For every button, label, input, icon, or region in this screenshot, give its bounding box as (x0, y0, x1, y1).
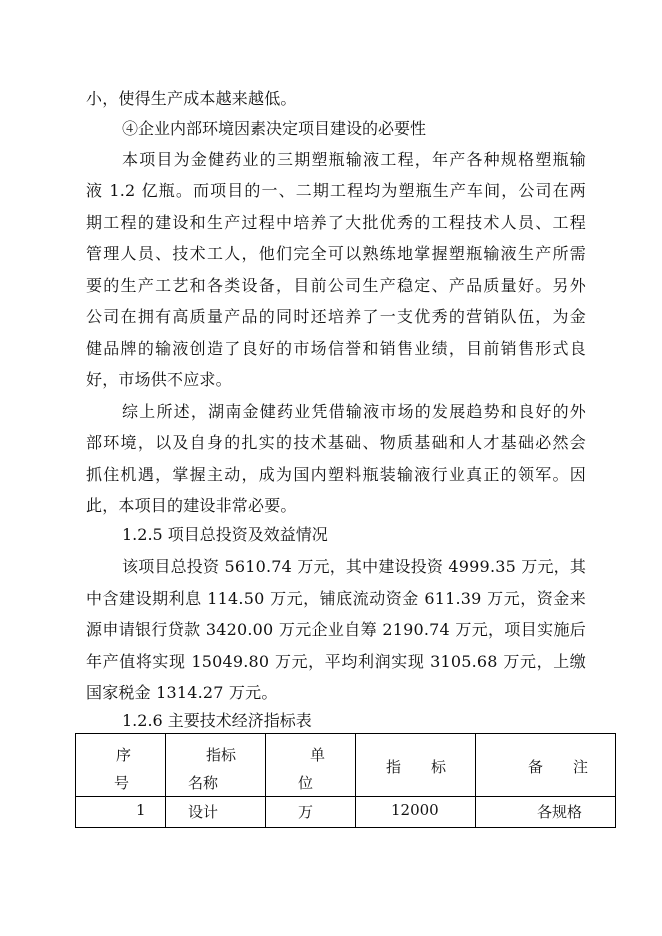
header-remark: 备 注 (476, 734, 616, 797)
text-line: 国家税金 1314.27 万元。 (86, 683, 278, 702)
text-line: 健品牌的输液创造了良好的市场信誉和销售业绩，目前销售形式良 (86, 339, 586, 358)
cell-remark: 各规格 (476, 797, 616, 828)
indicators-table (75, 733, 616, 828)
section-heading-internal-factors: ④企业内部环境因素决定项目建设的必要性 (122, 119, 427, 138)
text-line: 本项目为金健药业的三期塑瓶输液工程，年产各种规格塑瓶输 (122, 150, 586, 169)
text-line: 该项目总投资 5610.74 万元，其中建设投资 4999.35 万元，其 (122, 557, 587, 576)
text-line: 小，使得生产成本越来越低。 (86, 89, 297, 108)
table-header-row (76, 734, 616, 797)
text-line: 部环境，以及自身的扎实的技术基础、物质基础和人才基础必然会 (86, 433, 586, 452)
cell-name: 设计 (166, 797, 266, 828)
text-line: 好，市场供不应求。 (86, 370, 232, 389)
header-indicator: 指 标 (356, 734, 476, 797)
text-line: 公司在拥有高质量产品的同时还培养了一支优秀的营销队伍，为金 (86, 307, 586, 326)
section-heading-investment: 1.2.5 项目总投资及效益情况 (122, 525, 328, 544)
text-line: 中含建设期利息 114.50 万元，铺底流动资金 611.39 万元，资金来 (86, 589, 586, 608)
text-line: 综上所述，湖南金健药业凭借输液市场的发展趋势和良好的外 (122, 402, 586, 421)
section-heading-indicators: 1.2.6 主要技术经济指标表 (122, 711, 312, 730)
text-line: 管理人员、技术工人，他们完全可以熟练地掌握塑瓶输液生产所需 (86, 244, 586, 263)
header-name: 指标 名称 (166, 734, 266, 797)
header-no: 序 号 (76, 734, 166, 797)
text-line: 年产值将实现 15049.80 万元，平均利润实现 3105.68 万元，上缴 (86, 652, 586, 671)
text-line: 抓住机遇，掌握主动，成为国内塑料瓶装输液行业真正的领军。因 (86, 465, 586, 484)
text-line: 期工程的建设和生产过程中培养了大批优秀的工程技术人员、工程 (86, 213, 586, 232)
text-line: 要的生产工艺和各类设备，目前公司生产稳定、产品质量好。另外 (86, 276, 586, 295)
cell-indicator: 12000 (356, 797, 476, 828)
table-row (76, 797, 616, 828)
cell-no: 1 (76, 797, 166, 828)
text-line: 此，本项目的建设非常必要。 (86, 496, 297, 515)
text-line: 源申请银行贷款 3420.00 万元企业自筹 2190.74 万元，项目实施后 (86, 620, 586, 639)
cell-unit: 万 (266, 797, 356, 828)
text-line: 液 1.2 亿瓶。而项目的一、二期工程均为塑瓶生产车间，公司在两 (86, 181, 586, 200)
header-unit: 单 位 (266, 734, 356, 797)
